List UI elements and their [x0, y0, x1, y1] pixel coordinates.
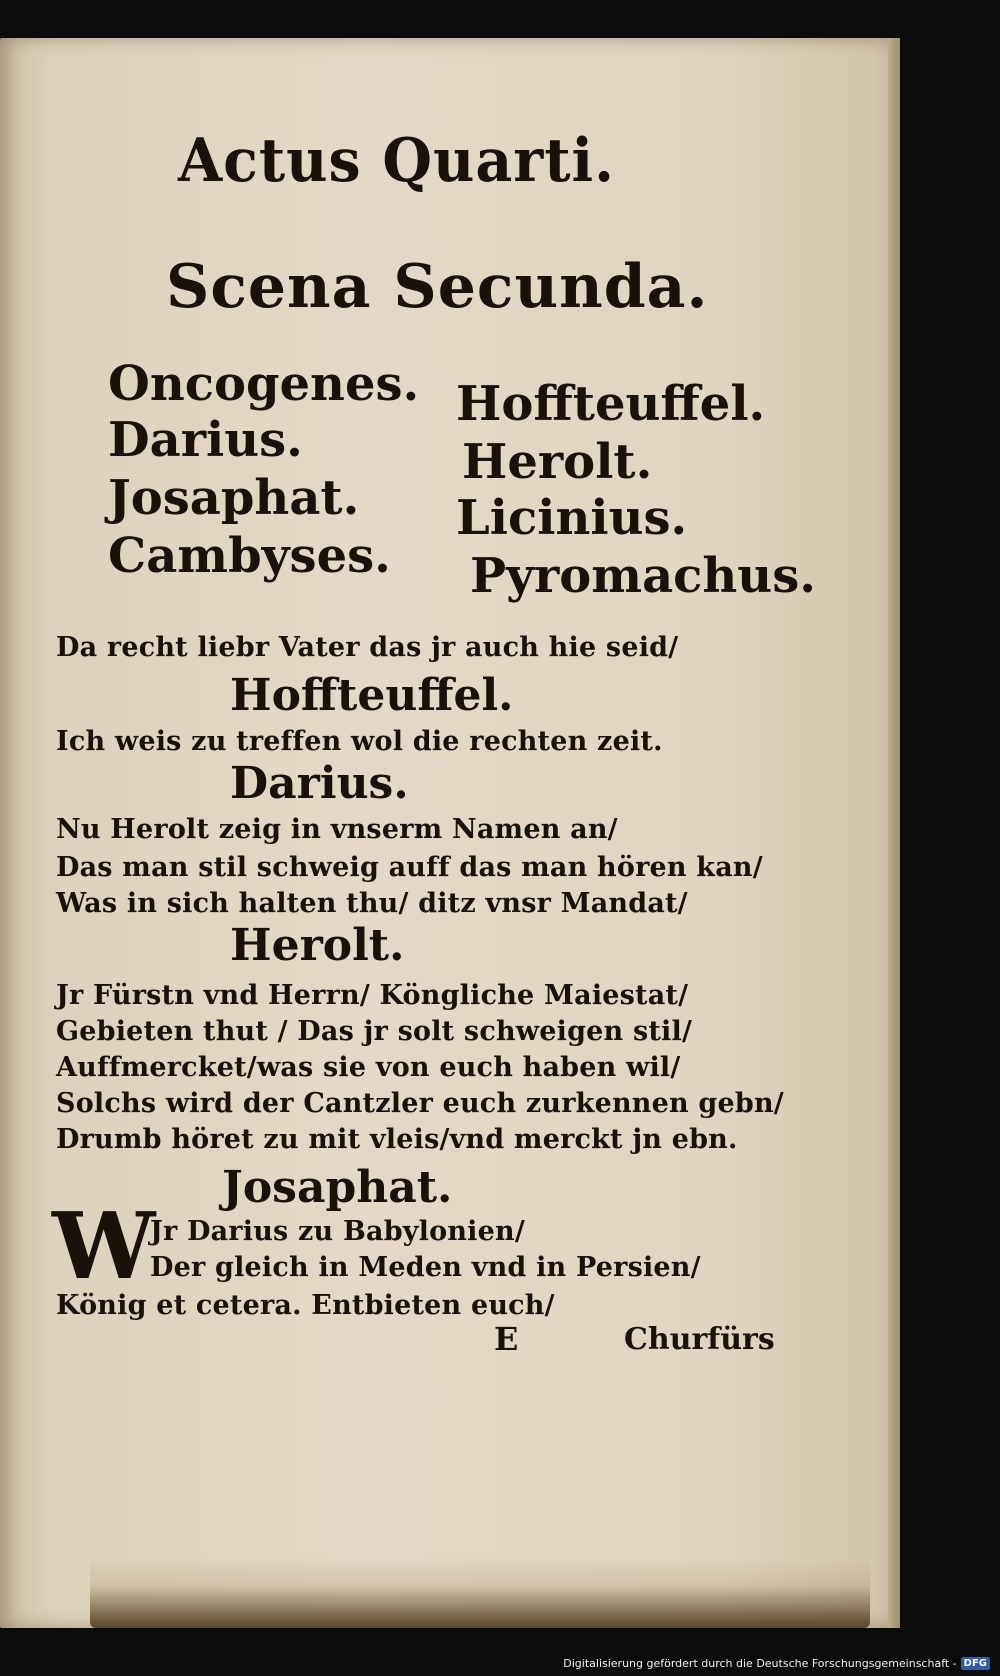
cast-name: Licinius. — [456, 490, 688, 546]
credit-text: Digitalisierung gefördert durch die Deutsche Forschungsgemeinschaft - — [563, 1657, 957, 1670]
verse-line: Jr Fürstn vnd Herrn/ Köngliche Maiestat/ — [56, 980, 689, 1011]
verse-line: Der gleich in Meden vnd in Persien/ — [150, 1252, 701, 1283]
catchword: Churfürs — [624, 1322, 775, 1357]
verse-line: Das man stil schweig auff das man hören kan/ — [56, 852, 763, 883]
dfg-logo: DFG — [961, 1657, 990, 1670]
scene-heading: Scena Secunda. — [166, 252, 709, 322]
cast-name: Pyromachus. — [470, 548, 816, 604]
cast-name: Darius. — [108, 412, 303, 468]
verse-line: Drumb höret zu mit vleis/vnd merckt jn ebn. — [56, 1124, 738, 1155]
verse-line: Gebieten thut / Das jr solt schweigen stil/ — [56, 1016, 693, 1047]
drop-capital: W — [52, 1192, 156, 1300]
verse-line: Auffmercket/was sie von euch haben wil/ — [56, 1052, 681, 1083]
page-bottom-edge — [90, 1558, 870, 1628]
speaker-name: Darius. — [230, 758, 409, 809]
cast-name: Cambyses. — [108, 528, 391, 584]
speaker-name: Hoffteuffel. — [230, 670, 514, 721]
verse-line: König et cetera. Entbieten euch/ — [56, 1290, 555, 1321]
cast-name: Herolt. — [462, 434, 653, 490]
verse-line: Was in sich halten thu/ ditz vnsr Mandat/ — [56, 888, 688, 919]
act-heading: Actus Quarti. — [178, 126, 615, 196]
signature-mark: E — [494, 1320, 519, 1358]
digitization-credit — [563, 1657, 990, 1670]
cast-name: Josaphat. — [108, 470, 360, 526]
speaker-name: Josaphat. — [222, 1162, 453, 1213]
page-edge — [888, 38, 900, 1628]
verse-line: Da recht liebr Vater das jr auch hie seid/ — [56, 632, 679, 663]
cast-name: Hoffteuffel. — [456, 376, 766, 432]
verse-line: Ich weis zu treffen wol die rechten zeit. — [56, 726, 663, 757]
verse-line: Nu Herolt zeig in vnserm Namen an/ — [56, 814, 618, 845]
speaker-name: Herolt. — [230, 920, 405, 971]
cast-name: Oncogenes. — [108, 356, 420, 412]
verse-line: Jr Darius zu Babylonien/ — [150, 1216, 525, 1247]
verse-line: Solchs wird der Cantzler euch zurkennen gebn/ — [56, 1088, 784, 1119]
